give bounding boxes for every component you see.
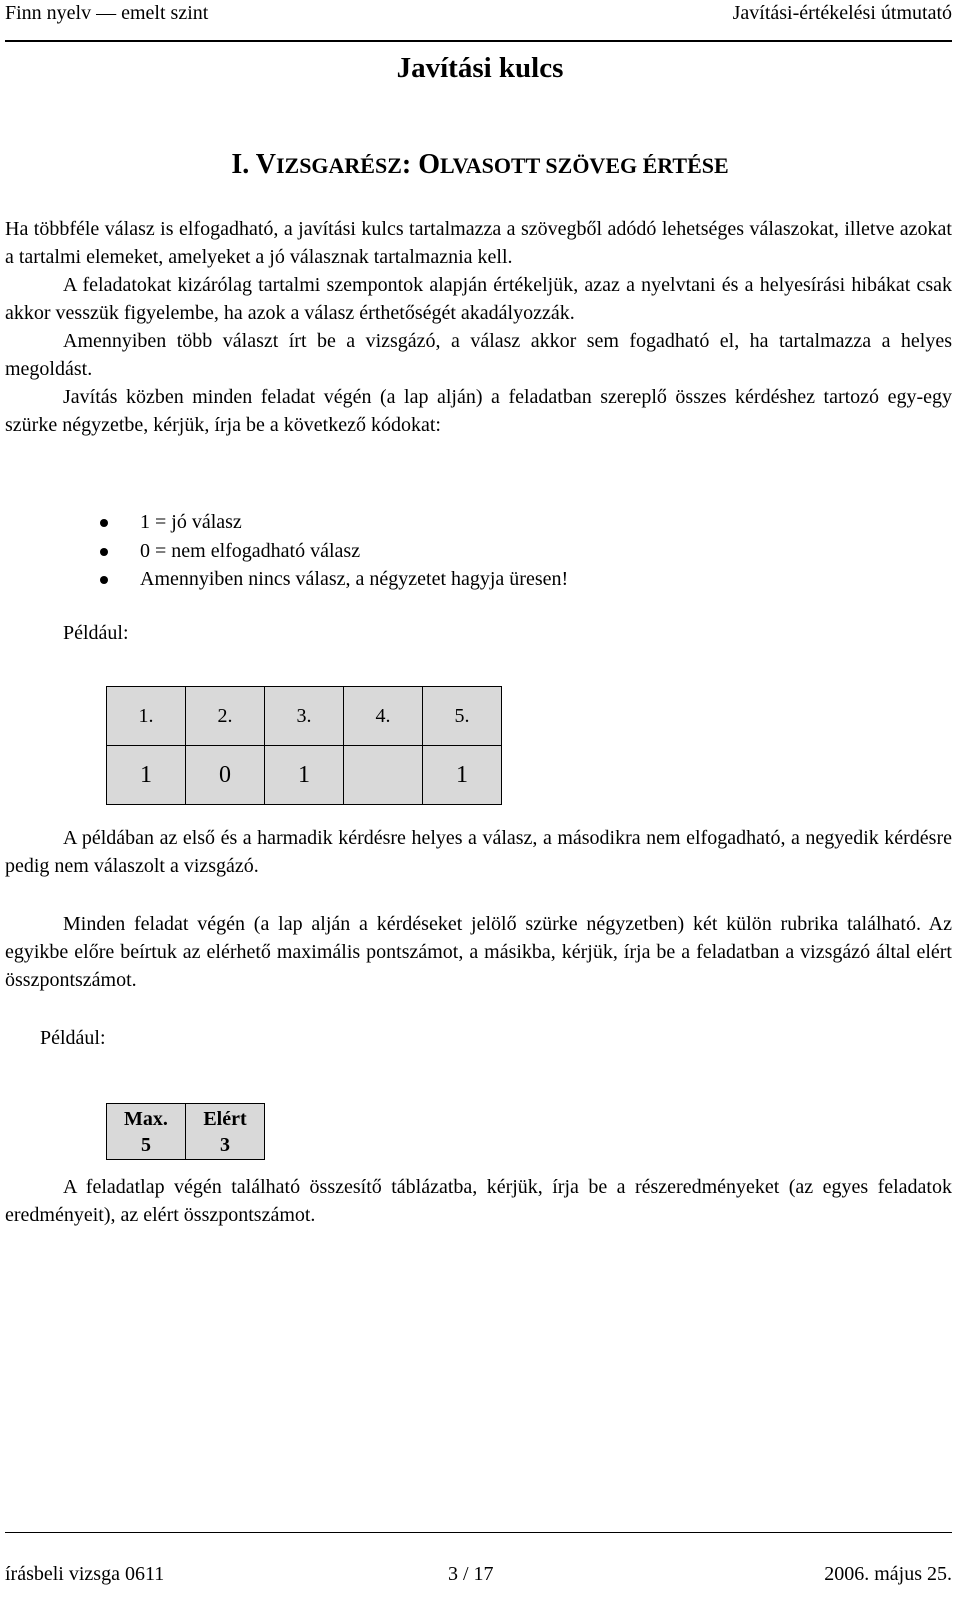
table-cell: 0 bbox=[186, 746, 265, 805]
table-header-cell: 4. bbox=[344, 687, 423, 746]
header-doc-type: Javítási-értékelési útmutató bbox=[732, 2, 952, 24]
example-label: Például: bbox=[63, 622, 129, 644]
table-row bbox=[107, 1104, 265, 1160]
section-heading-part: IZSGARÉSZ bbox=[275, 153, 402, 178]
rubric-explanation bbox=[5, 910, 952, 994]
list-item-text: Amennyiben nincs válasz, a négyzetet hagyja üresen! bbox=[140, 568, 569, 590]
answer-codes-table bbox=[106, 686, 502, 805]
footer-date: 2006. május 25. bbox=[824, 1563, 952, 1585]
achieved-score-value: 3 bbox=[220, 1133, 230, 1156]
bullet-icon bbox=[100, 519, 108, 527]
paragraph-content-evaluation: A feladatokat kizárólag tartalmi szempontok alapján értékeljük, azaz a nyelvtani és a helyesírási hibákat csak akkor vesszük figyelembe, ha azok a válasz érthetőségét akadályozzák. bbox=[5, 274, 952, 324]
code-list bbox=[100, 508, 568, 594]
table-header-cell: 1. bbox=[107, 687, 186, 746]
section-heading-part: I. V bbox=[231, 149, 276, 180]
paragraph-coding-instructions: Javítás közben minden feladat végén (a lap alján) a feladatban szereplő összes kérdéshez tartozó egy-egy szürke négyzetbe, kérjük, írja be a következő kódokat: bbox=[5, 386, 952, 436]
table-cell: 1 bbox=[265, 746, 344, 805]
example-explanation bbox=[5, 824, 952, 880]
paragraph-rubric: Minden feladat végén (a lap alján a kérdéseket jelölő szürke négyzetben) két külön rubrika található. Az egyikbe előre beírtuk az elérhető maximális pontszámot, a másikba, kérjük, írja be a feladatban a vizsgázó által elért összpontszámot. bbox=[5, 913, 952, 991]
section-heading-part: LVASOTT SZÖVEG ÉRTÉSE bbox=[440, 153, 729, 178]
paragraph-accepted-answers: Ha többféle válasz is elfogadható, a javítási kulcs tartalmazza a szövegből adódó lehetséges válaszokat, illetve azokat a tartalmi elemeket, amelyeket a jó válasznak tartalmaznia kell. bbox=[5, 218, 952, 268]
list-item-text: 1 = jó válasz bbox=[140, 511, 242, 533]
list-item bbox=[100, 537, 568, 566]
max-score-cell bbox=[107, 1104, 186, 1160]
list-item bbox=[100, 565, 568, 594]
summary-explanation bbox=[5, 1173, 952, 1229]
page-title: Javítási kulcs bbox=[396, 52, 564, 84]
list-item-text: 0 = nem elfogadható válasz bbox=[140, 539, 361, 562]
page-footer bbox=[5, 1532, 952, 1593]
footer-page-number: 3 / 17 bbox=[448, 1563, 494, 1585]
section-heading-part: : O bbox=[401, 149, 441, 180]
example-label: Például: bbox=[40, 1027, 106, 1049]
header-subject: Finn nyelv — emelt szint bbox=[5, 2, 209, 24]
max-score-value: 5 bbox=[141, 1133, 151, 1156]
footer-exam-code: írásbeli vizsga 0611 bbox=[5, 1563, 165, 1585]
max-score-label: Max. bbox=[124, 1107, 168, 1130]
table-cell: 1 bbox=[423, 746, 502, 805]
table-header-cell: 5. bbox=[423, 687, 502, 746]
paragraph-example: A példában az első és a harmadik kérdésre helyes a válasz, a másodikra nem elfogadható, a negyedik kérdésre pedig nem válaszolt a vizsgázó. bbox=[5, 827, 952, 877]
table-cell: 1 bbox=[107, 746, 186, 805]
paragraph-summary: A feladatlap végén található összesítő táblázatba, kérjük, írja be a részeredményeket (az egyes feladatok eredményeit), az elért összpontszámot. bbox=[5, 1176, 952, 1226]
achieved-score-label: Elért bbox=[203, 1107, 247, 1130]
achieved-score-cell bbox=[186, 1104, 265, 1160]
score-table bbox=[106, 1103, 265, 1160]
table-row bbox=[107, 687, 502, 746]
paragraph-multiple-answers: Amennyiben több választ írt be a vizsgázó, a válasz akkor sem fogadható el, ha tartalmazza a helyes megoldást. bbox=[5, 330, 952, 380]
table-header-cell: 2. bbox=[186, 687, 265, 746]
table-cell bbox=[344, 746, 423, 805]
bullet-icon bbox=[100, 576, 108, 584]
list-item bbox=[100, 508, 568, 537]
table-header-cell: 3. bbox=[265, 687, 344, 746]
instructions-block bbox=[5, 215, 952, 439]
table-row bbox=[107, 746, 502, 805]
page-header bbox=[5, 0, 952, 42]
bullet-icon bbox=[100, 548, 108, 556]
section-heading bbox=[0, 149, 960, 181]
